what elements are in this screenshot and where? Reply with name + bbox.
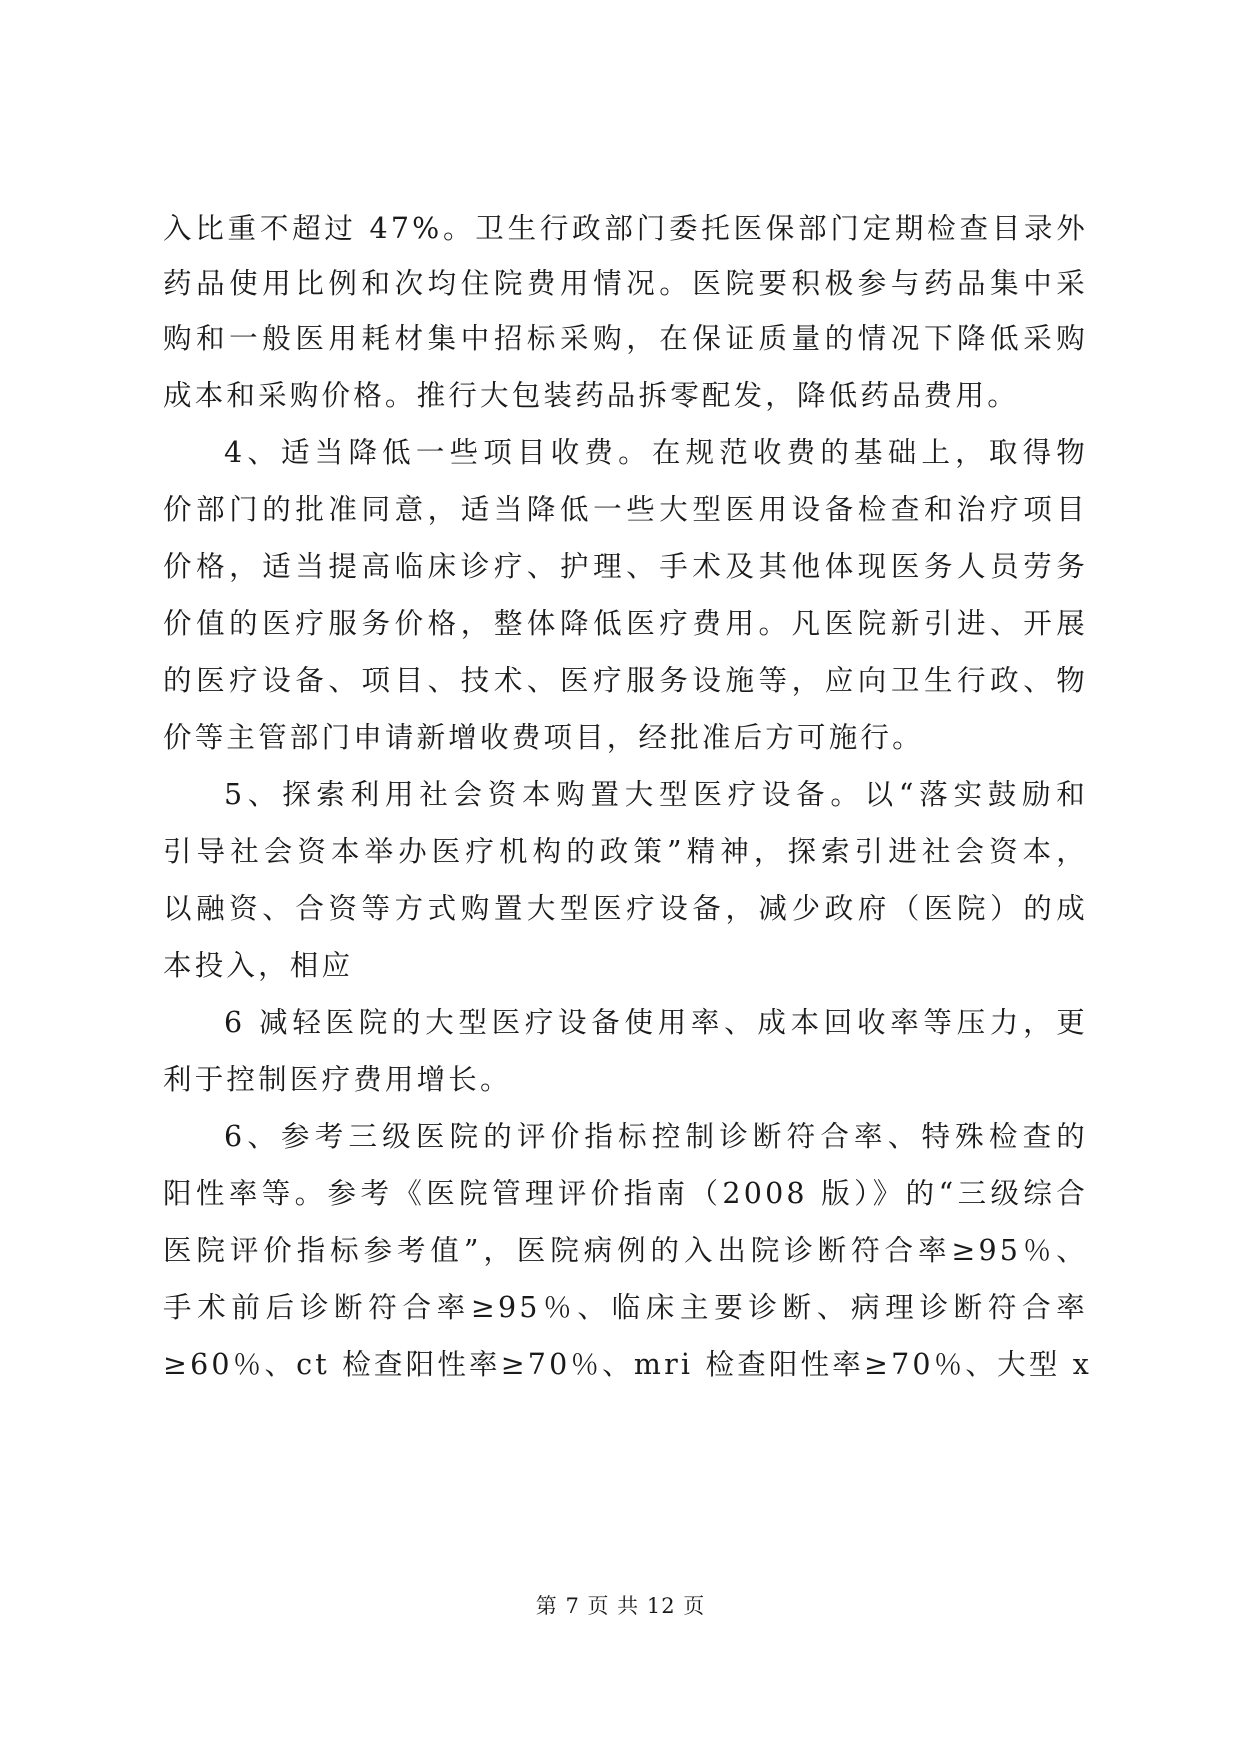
paragraph-first-line: 5、探索利用社会资本购置大型医疗设备。以“落实鼓励和 [224, 778, 1088, 811]
body-text-line: 价等主管部门申请新增收费项目，经批准后方可施行。 [163, 721, 924, 754]
body-text-line: 价值的医疗服务价格，整体降低医疗费用。凡医院新引进、开展 [163, 607, 1088, 640]
body-text-line: 价格，适当提高临床诊疗、护理、手术及其他体现医务人员劳务 [163, 550, 1088, 583]
body-text-line: 阳性率等。参考《医院管理评价指南（2008 版）》的“三级综合 [163, 1177, 1088, 1210]
body-text-line: 价部门的批准同意，适当降低一些大型医用设备检查和治疗项目 [163, 493, 1088, 526]
paragraph-first-line: 6、参考三级医院的评价指标控制诊断符合率、特殊检查的 [224, 1120, 1088, 1153]
page-footer: 第 7 页 共 12 页 [535, 1594, 706, 1618]
body-text-line: 药品使用比例和次均住院费用情况。医院要积极参与药品集中采 [163, 267, 1088, 300]
body-text-line: 的医疗设备、项目、技术、医疗服务设施等，应向卫生行政、物 [163, 664, 1088, 697]
body-text-line: 引导社会资本举办医疗机构的政策”精神，探索引进社会资本， [163, 835, 1088, 868]
body-text-line: 本投入，相应 [163, 949, 354, 982]
body-text-line: 手术前后诊断符合率≥95％、临床主要诊断、病理诊断符合率 [163, 1291, 1088, 1324]
body-text-line: 购和一般医用耗材集中招标采购，在保证质量的情况下降低采购 [163, 322, 1088, 355]
body-text-line: 以融资、合资等方式购置大型医疗设备，减少政府（医院）的成 [163, 892, 1088, 925]
paragraph-first-line: 4、适当降低一些项目收费。在规范收费的基础上，取得物 [224, 436, 1088, 469]
paragraph-first-line: 6 减轻医院的大型医疗设备使用率、成本回收率等压力，更 [224, 1006, 1088, 1039]
body-text-line: 入比重不超过 47%。卫生行政部门委托医保部门定期检查目录外 [163, 212, 1088, 245]
body-text-line: 医院评价指标参考值”，医院病例的入出院诊断符合率≥95％、 [163, 1234, 1088, 1267]
body-text-line: 利于控制医疗费用增长。 [163, 1063, 512, 1096]
body-text-line: ≥60％、ct 检查阳性率≥70％、mri 检查阳性率≥70％、大型 x [163, 1348, 1093, 1381]
body-text-line: 成本和采购价格。推行大包装药品拆零配发，降低药品费用。 [163, 379, 1019, 412]
